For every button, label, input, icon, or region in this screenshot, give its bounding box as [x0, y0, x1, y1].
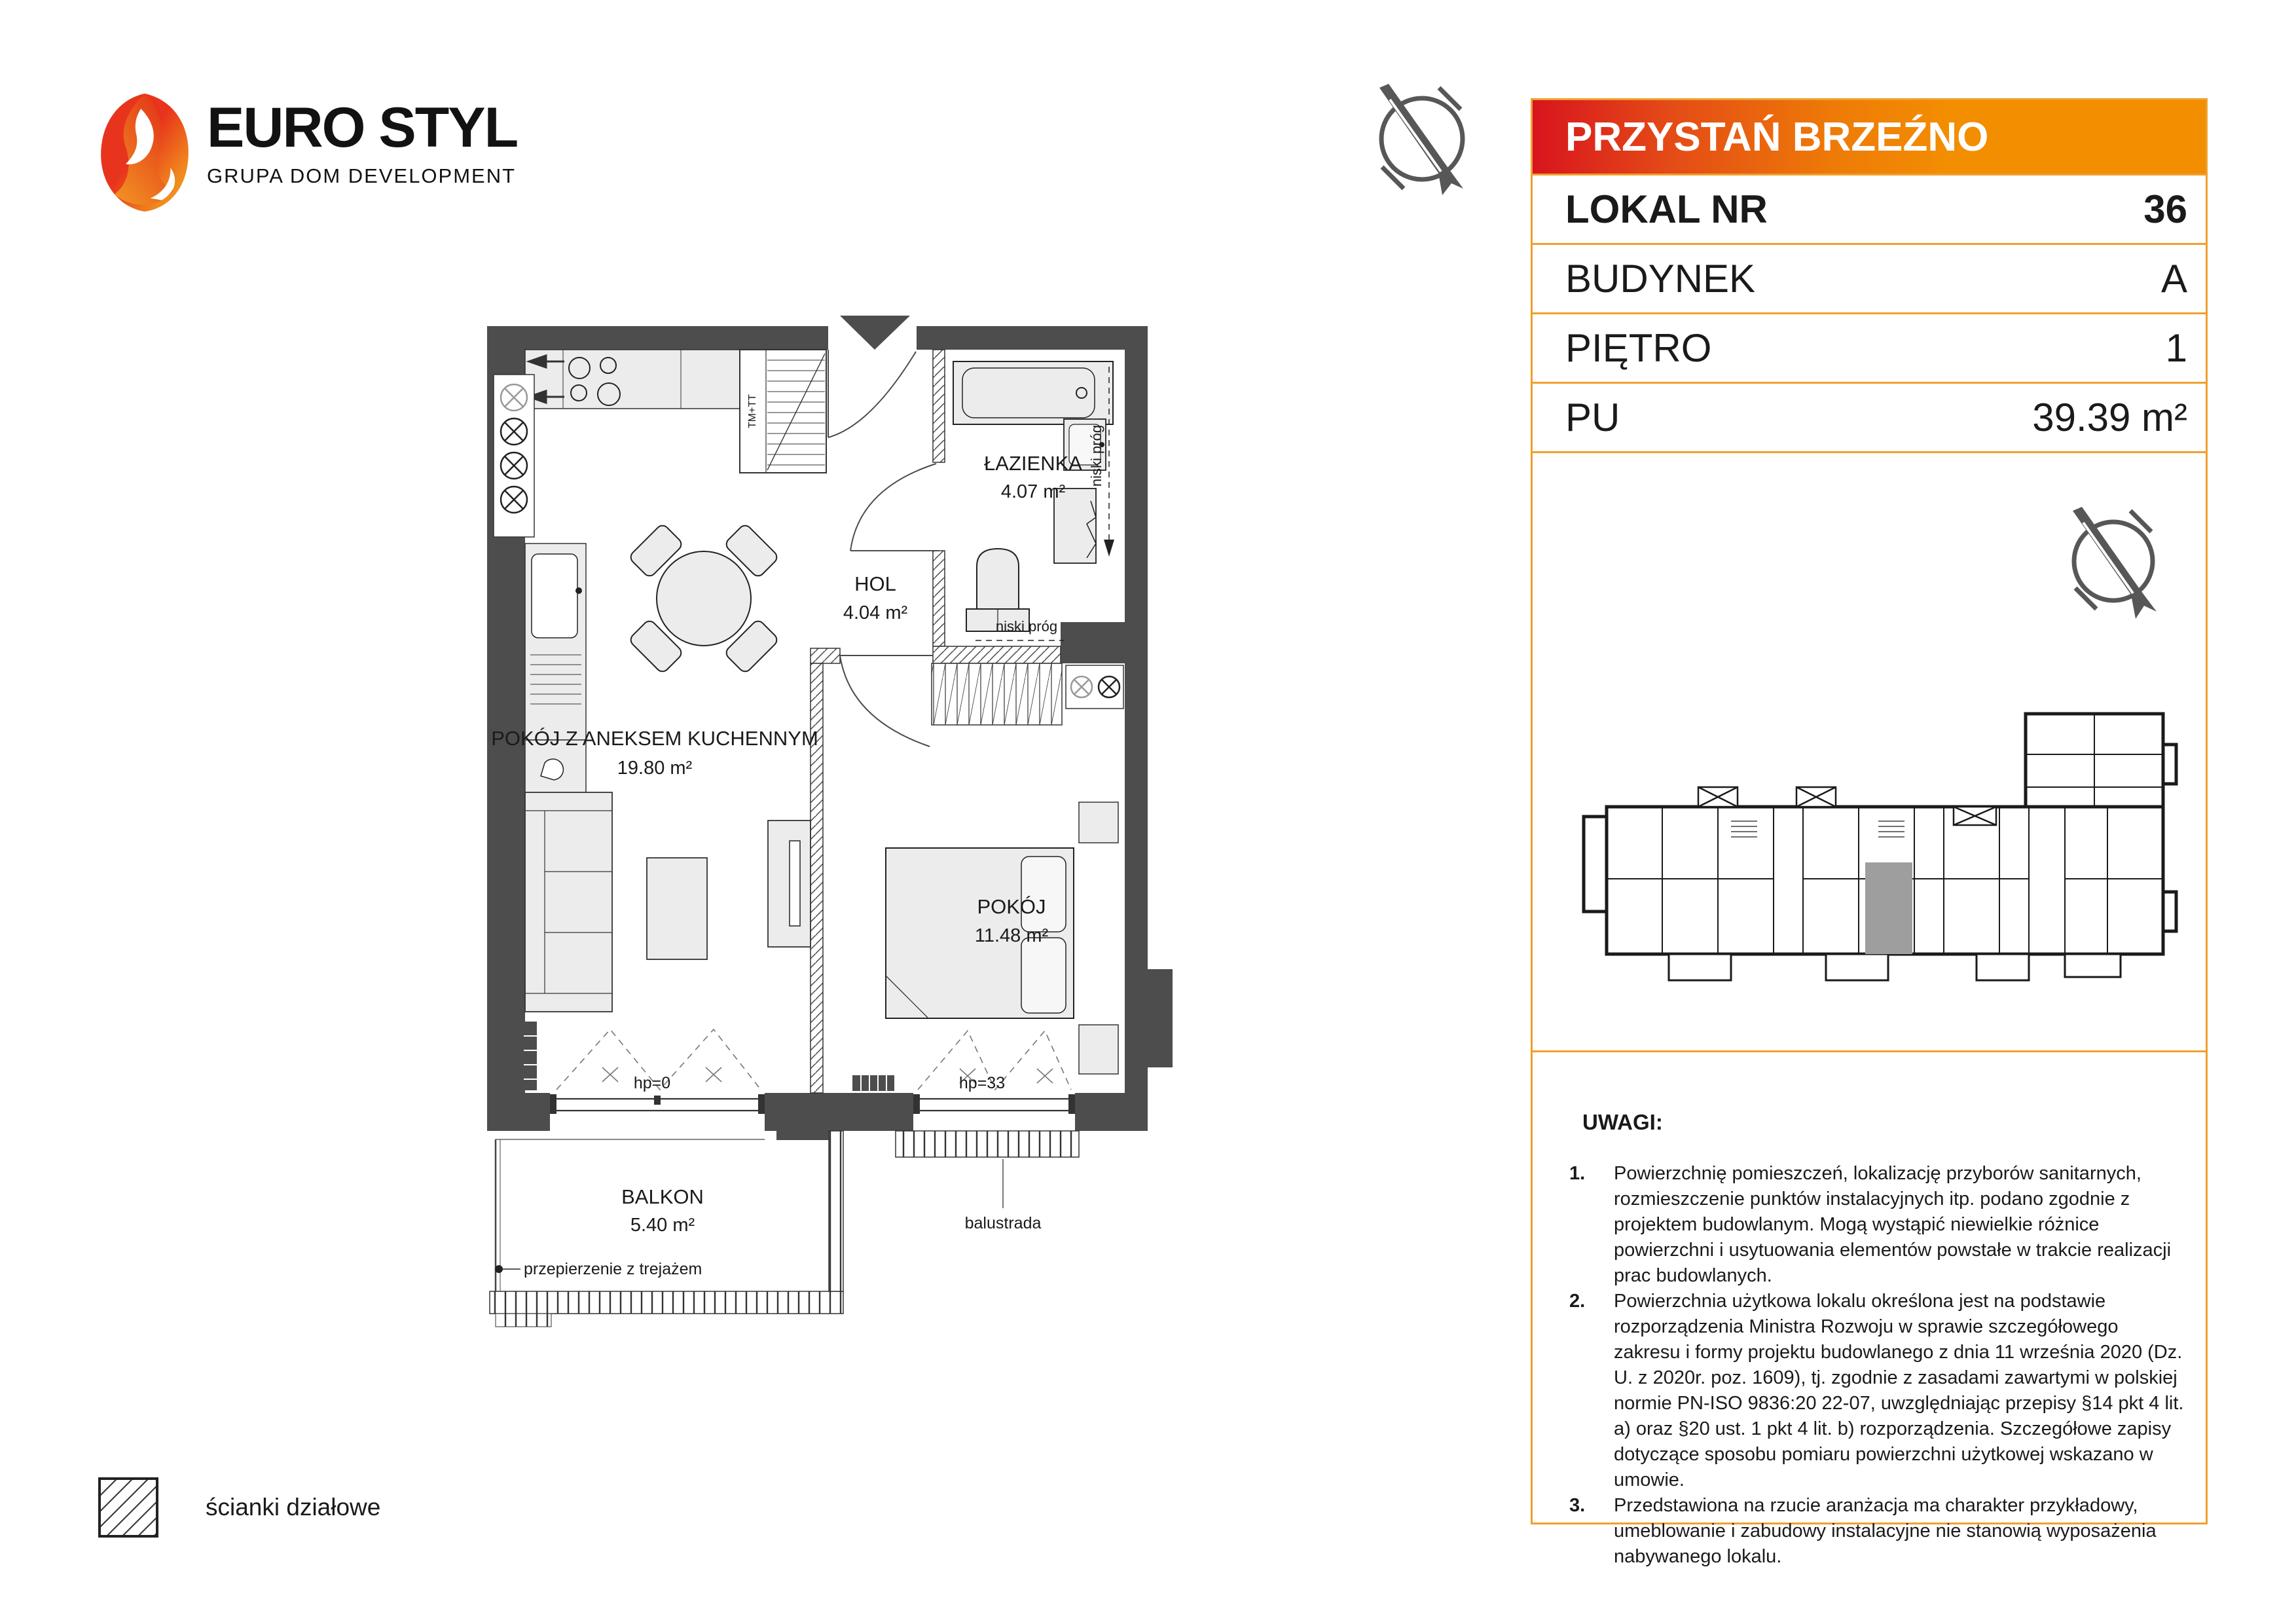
label-bedroom: POKÓJ [977, 895, 1046, 918]
nightstand-bottom [1079, 1025, 1118, 1074]
door-swings [828, 350, 939, 747]
label-balustrade: balustrada [964, 1214, 1042, 1232]
north-arrow-icon [1365, 73, 1480, 204]
wardrobe-code-label: TM+TT [747, 394, 758, 428]
dining-set [629, 523, 780, 674]
note-text: Przedstawiona na rzucie aranżacja ma charakter przykładowy, umeblowanie i zabudowy instalacyjne nie stanowią wyposażenia nabywanego lokalu. [1614, 1495, 2157, 1567]
tv-bench [768, 821, 811, 947]
coffee-table [647, 858, 707, 959]
radiator-bedroom [852, 1075, 894, 1091]
note-number: 2. [1569, 1291, 1586, 1312]
bedroom-closet [932, 663, 1123, 725]
floorplan [471, 282, 1185, 1336]
row-value: 36 [2143, 187, 2187, 231]
row-label: BUDYNEK [1565, 257, 1756, 301]
row-label: PU [1565, 396, 1620, 439]
balcony-partition-leader [495, 1265, 520, 1273]
info-row-pu [1533, 382, 2206, 451]
label-hp33: hp=33 [958, 1074, 1006, 1092]
nightstand-top [1079, 802, 1118, 843]
note-text: Powierzchnia użytkowa lokalu określona jest na podstawie rozporządzenia Ministra Rozwoju w sprawie szczegółowego zakresu i formy projektu budowlanego z dnia 11 września 2020 (Dz. U. z 2020r. poz. 1609), tj. zgodnie z zasadami zawartymi w polskiej normie PN-ISO 9836:20 22-07, uwzględniając przepisy §14 pkt 4 lit. a) oraz §20 ust. 1 pkt 4 lit. b) rozporządzenia. Szczegółowe zapisy dotyczące sposobu pomiaru powierzchni użytkowej wskazano w umowie. [1614, 1291, 2184, 1490]
logo-title: EURO STYL [207, 96, 518, 159]
logo-subtitle: GRUPA DOM DEVELOPMENT [207, 164, 517, 187]
note-item-1 [1569, 1161, 2186, 1289]
project-name: PRZYSTAŃ BRZEŹNO [1565, 114, 1989, 160]
partition-wall-swatch [98, 1477, 158, 1538]
info-row-budynek [1533, 243, 2206, 312]
note-number: 3. [1569, 1495, 1586, 1516]
label-bathroom: ŁAZIENKA [984, 452, 1082, 475]
label-living: POKÓJ Z ANEKSEM KUCHENNYM [491, 727, 818, 750]
sofa [525, 792, 612, 1012]
label-low-threshold-h: niski próg [995, 618, 1058, 635]
north-arrow-icon [2061, 492, 2176, 637]
hall-wardrobe [740, 350, 826, 473]
label-hp0: hp=0 [633, 1074, 671, 1092]
label-hall: HOL [854, 572, 896, 595]
sink-unit [525, 544, 586, 740]
row-label: LOKAL NR [1565, 187, 1768, 231]
label-low-threshold-v: niski próg [1088, 424, 1104, 487]
bathtub [953, 361, 1113, 424]
legend-label: ścianki działowe [206, 1494, 381, 1521]
label-bathroom-area: 4.07 m² [1000, 481, 1066, 502]
unit-info-panel [1531, 98, 2208, 1567]
row-value: 39.39 m² [2032, 396, 2187, 439]
label-balcony-area: 5.40 m² [630, 1215, 695, 1236]
notes-title: UWAGI: [1582, 1110, 1663, 1134]
label-hall-area: 4.04 m² [843, 602, 908, 623]
row-value: A [2160, 257, 2187, 301]
note-item-3 [1569, 1493, 2186, 1570]
label-balcony-partition: przepierzenie z trejażem [524, 1260, 702, 1278]
label-bedroom-area: 11.48 m² [974, 925, 1049, 946]
highlighted-unit [1865, 862, 1912, 954]
window-bedroom [913, 1094, 1075, 1114]
balustrade-under-window [896, 1131, 1079, 1208]
row-value: 1 [2165, 326, 2187, 370]
developer-logo [97, 92, 517, 213]
window-living [550, 1094, 765, 1114]
row-label: PIĘTRO [1565, 326, 1712, 370]
label-balcony: BALKON [621, 1185, 704, 1208]
project-banner [1533, 100, 2206, 174]
note-text: Powierzchnię pomieszczeń, lokalizację przyborów sanitarnych, rozmieszczenie punktów instalacyjnych itp. podano zgodnie z projektem budowlanym. Mogą wystąpić niewielkie różnice powierzchni i usytuowania elementów powstałe w trakcie realizacji prac budowlanych. [1614, 1163, 2172, 1286]
info-row-pietro [1533, 312, 2206, 382]
info-row-lokal [1533, 174, 2206, 243]
legend [98, 1477, 380, 1538]
note-item-2 [1569, 1289, 2186, 1493]
notes-section [1533, 1050, 2206, 1570]
radiator-living [524, 1022, 537, 1090]
note-number: 1. [1569, 1163, 1586, 1184]
label-living-area: 19.80 m² [617, 758, 693, 779]
building-overview-map [1571, 695, 2179, 1016]
entrance-marker [840, 316, 910, 350]
eurostyl-flame-icon [97, 92, 192, 213]
gas-meters [494, 375, 534, 537]
